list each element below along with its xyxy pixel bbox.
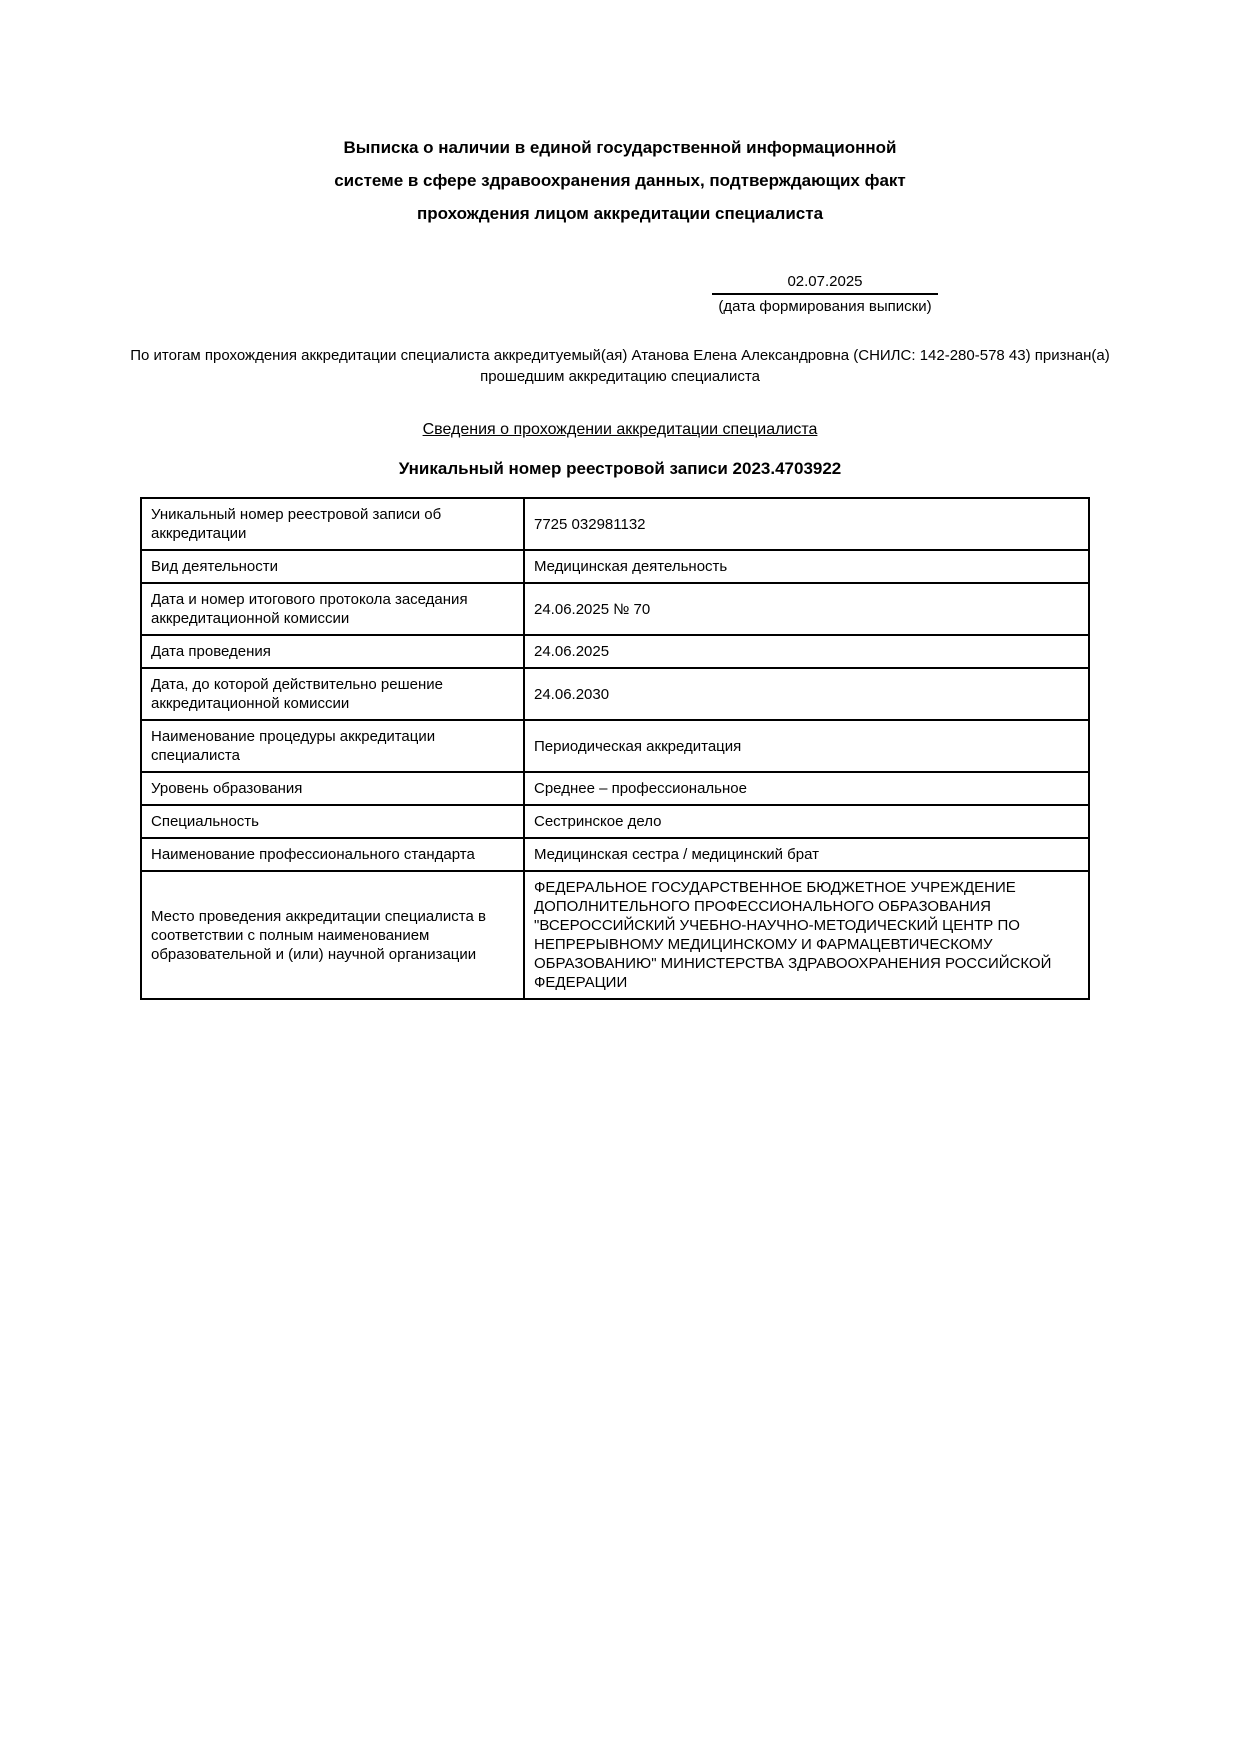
table-row — [141, 583, 1089, 635]
row-value: Медицинская деятельность — [524, 550, 1089, 583]
row-value: 24.06.2030 — [524, 668, 1089, 720]
row-value: 24.06.2025 — [524, 635, 1089, 668]
table-row — [141, 498, 1089, 550]
row-label: Наименование процедуры аккредитации специалиста — [141, 720, 524, 772]
section-heading: Сведения о прохождении аккредитации специалиста — [422, 421, 818, 438]
row-value: 7725 032981132 — [524, 498, 1089, 550]
table-row — [141, 550, 1089, 583]
intro-paragraph: По итогам прохождения аккредитации специалиста аккредитуемый(ая) Атанова Елена Александровна (СНИЛС: 142-280-578 43) признан(а) прошедшим аккредитацию специалиста — [130, 347, 1110, 385]
row-label: Специальность — [141, 805, 524, 838]
row-label: Уникальный номер реестровой записи об аккредитации — [141, 498, 524, 550]
accreditation-details-table — [140, 497, 1090, 1000]
row-label: Место проведения аккредитации специалиста в соответствии с полным наименованием образовательной и (или) научной организации — [141, 871, 524, 999]
table-row — [141, 772, 1089, 805]
row-label: Наименование профессионального стандарта — [141, 838, 524, 871]
row-value: Среднее – профессиональное — [524, 772, 1089, 805]
table-row — [141, 838, 1089, 871]
table-row — [141, 720, 1089, 772]
document-title-line: прохождения лицом аккредитации специалиста — [416, 204, 824, 223]
row-label: Вид деятельности — [141, 550, 524, 583]
row-value: Медицинская сестра / медицинский брат — [524, 838, 1089, 871]
table-row — [141, 805, 1089, 838]
table-row — [141, 635, 1089, 668]
table-row — [141, 871, 1089, 999]
table-row — [141, 668, 1089, 720]
row-label: Дата, до которой действительно решение аккредитационной комиссии — [141, 668, 524, 720]
registry-number-heading: Уникальный номер реестровой записи 2023.4703922 — [398, 459, 842, 478]
issue-date-caption: (дата формирования выписки) — [718, 298, 932, 315]
row-value: Периодическая аккредитация — [524, 720, 1089, 772]
document-title-line: системе в сфере здравоохранения данных, подтверждающих факт — [334, 171, 906, 190]
issue-date-block — [712, 272, 938, 317]
row-label: Уровень образования — [141, 772, 524, 805]
row-value: Сестринское дело — [524, 805, 1089, 838]
row-value: ФЕДЕРАЛЬНОЕ ГОСУДАРСТВЕННОЕ БЮДЖЕТНОЕ УЧРЕЖДЕНИЕ ДОПОЛНИТЕЛЬНОГО ПРОФЕССИОНАЛЬНОГО ОБРАЗОВАНИЯ "ВСЕРОССИЙСКИЙ УЧЕБНО-НАУЧНО-МЕТОДИЧЕСКИЙ ЦЕНТР ПО НЕПРЕРЫВНОМУ МЕДИЦИНСКОМУ И ФАРМАЦЕВТИЧЕСКОМУ ОБРАЗОВАНИЮ" МИНИСТЕРСТВА ЗДРАВООХРАНЕНИЯ РОССИЙСКОЙ ФЕДЕРАЦИИ — [524, 871, 1089, 999]
row-label: Дата и номер итогового протокола заседания аккредитационной комиссии — [141, 583, 524, 635]
row-label: Дата проведения — [141, 635, 524, 668]
row-value: 24.06.2025 № 70 — [524, 583, 1089, 635]
issue-date: 02.07.2025 — [712, 272, 938, 295]
document-title-line: Выписка о наличии в единой государственной информационной — [343, 138, 897, 157]
document-title — [0, 131, 1240, 230]
